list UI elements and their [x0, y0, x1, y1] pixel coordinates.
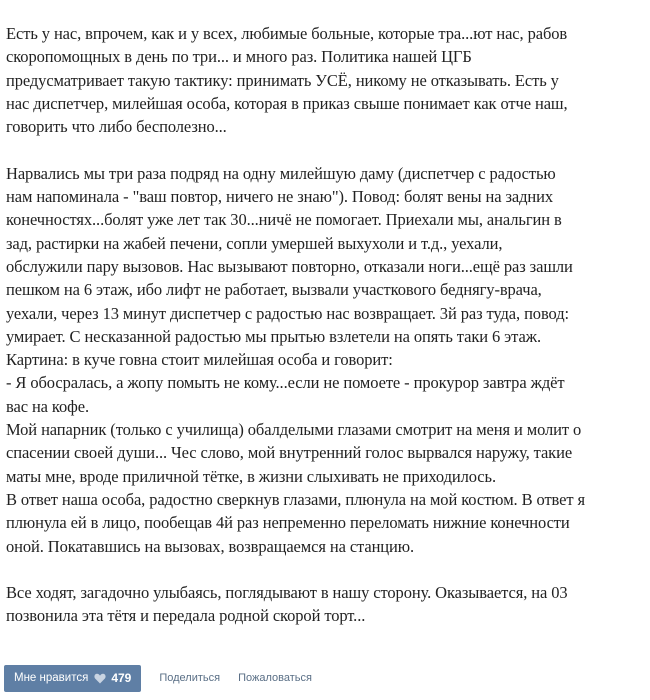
post-line: Нарвались мы три раза подряд на одну милейшую даму (диспетчер с радостью — [6, 163, 556, 183]
post-line: конечностях...болят уже лет так 30...ничё не помогает. Приехали мы, анальгин в — [6, 210, 562, 230]
share-link[interactable]: Поделиться — [159, 672, 221, 684]
paragraph-spacer — [6, 558, 646, 581]
heart-icon — [94, 673, 106, 684]
post-line: скоропомощных в день по три... и много раз. Политика нашей ЦГБ — [6, 47, 472, 67]
post-line: уехали, через 13 минут диспетчер с радостью нас возвращает. 3й раз туда, повод: — [6, 303, 569, 323]
post-line: В ответ наша особа, радостно сверкнув глазами, плюнула на мой костюм. В ответ я — [6, 489, 586, 509]
post-line: позвонила эта тётя и передала родной скорой торт... — [6, 606, 366, 626]
post-line: умирает. С несказанной радостью мы прытью взлетели на опять таки 6 этаж. — [6, 326, 542, 346]
post-line: Все ходят, загадочно улыбаясь, поглядывают в нашу сторону. Оказывается, на 03 — [6, 583, 568, 603]
post-line: нам напоминала - "ваш повтор, ничего не знаю"). Повод: болят вены на задних — [6, 187, 554, 207]
post-actions — [4, 664, 312, 692]
like-count: 479 — [111, 671, 132, 685]
like-button[interactable] — [4, 665, 141, 692]
like-label: Мне нравится — [14, 672, 89, 684]
post-line: маты мне, вроде приличной тётке, в жизни слыхивать не приходилось. — [6, 466, 496, 486]
post-line: нас диспетчер, милейшая особа, которая в приказ свыше понимает как отче наш, — [6, 93, 568, 113]
report-link[interactable]: Пожаловаться — [238, 672, 312, 684]
post-line: - Я обосралась, а жопу помыть не кому...если не помоете - прокурор завтра ждёт — [6, 373, 565, 393]
post-line: плюнула ей в лицо, пообещав 4й раз непременно переломать нижние конечности — [6, 513, 570, 533]
post-line: вас на кофе. — [6, 396, 89, 416]
paragraph-spacer — [6, 138, 646, 161]
post-line: говорить что либо бесполезно... — [6, 117, 227, 137]
post-text — [6, 22, 646, 628]
post-line: пешком на 6 этаж, ибо лифт не работает, вызвали участкового беднягу-врача, — [6, 280, 542, 300]
post-line: оной. Покатавшись на вызовах, возвращаемся на станцию. — [6, 536, 415, 556]
post-line: Есть у нас, впрочем, как и у всех, любимые больные, которые тра...ют нас, рабов — [6, 24, 568, 43]
post-line: Мой напарник (только с училища) обалделыми глазами смотрит на меня и молит о — [6, 420, 582, 440]
post-line: зад, растирки на жабей печени, сопли умершей выхухоли и т.д., уехали, — [6, 233, 503, 253]
post-line: Картина: в куче говна стоит милейшая особа и говорит: — [6, 350, 393, 370]
post-line: предусматривает такую тактику: принимать УСЁ, никому не отказывать. Есть у — [6, 70, 559, 90]
post-line: обслужили пару вызовов. Нас вызывают повторно, отказали ноги...ещё раз зашли — [6, 256, 573, 276]
post-line: спасении своей души... Чес слово, мой внутренний голос вырвался наружу, такие — [6, 443, 573, 463]
